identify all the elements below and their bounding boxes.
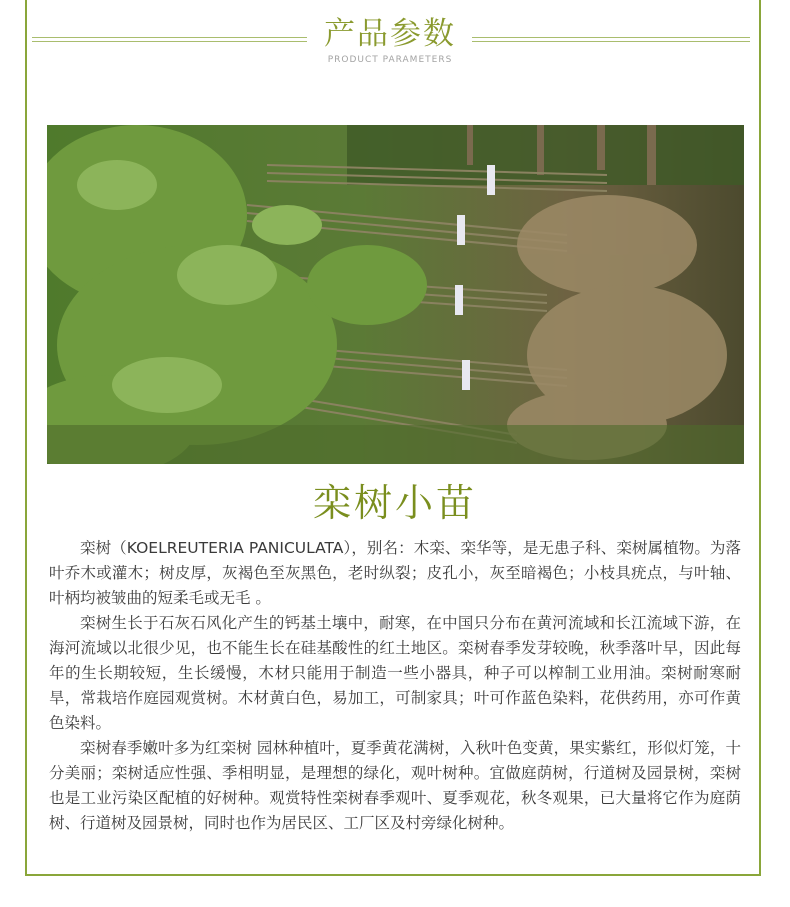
header-divider-left: [32, 37, 307, 42]
section-title: 产品参数: [324, 16, 456, 52]
product-photo: [47, 125, 744, 464]
description-paragraph: 栾树（KOELREUTERIA PANICULATA），别名：木栾、栾华等，是无患子科、栾树属植物。为落叶乔木或灌木；树皮厚，灰褐色至灰黑色，老时纵裂；皮孔小，灰至暗褐色；小枝具疣点，与叶轴、叶柄均被皱曲的短柔毛或无毛 。: [49, 539, 741, 607]
product-name: 栾树小苗: [312, 481, 477, 525]
header-divider-right: [472, 37, 750, 42]
product-description: [49, 536, 741, 836]
section-subtitle: PRODUCT PARAMETERS: [327, 55, 453, 65]
description-paragraph: 栾树生长于石灰石风化产生的钙基土壤中，耐寒，在中国只分布在黄河流域和长江流域下游，在海河流域以北很少见，也不能生长在硅基酸性的红土地区。栾树春季发芽较晚，秋季落叶早，因此每年的生长期较短，生长缓慢，木材只能用于制造一些小器具，种子可以榨制工业用油。栾树耐寒耐旱，常栽培作庭园观赏树。木材黄白色，易加工，可制家具；叶可作蓝色染料，花供药用，亦可作黄色染料。: [49, 614, 741, 732]
description-paragraph: 栾树春季嫩叶多为红栾树 园林种植叶，夏季黄花满树，入秋叶色变黄，果实紫红，形似灯笼，十分美丽；栾树适应性强、季相明显，是理想的绿化，观叶树种。宜做庭荫树，行道树及园景树，栾树也是工业污染区配植的好树种。观赏特性栾树春季观叶、夏季观花，秋冬观果，已大量将它作为庭荫树、行道树及园景树，同时也作为居民区、工厂区及村旁绿化树种。: [49, 739, 741, 832]
